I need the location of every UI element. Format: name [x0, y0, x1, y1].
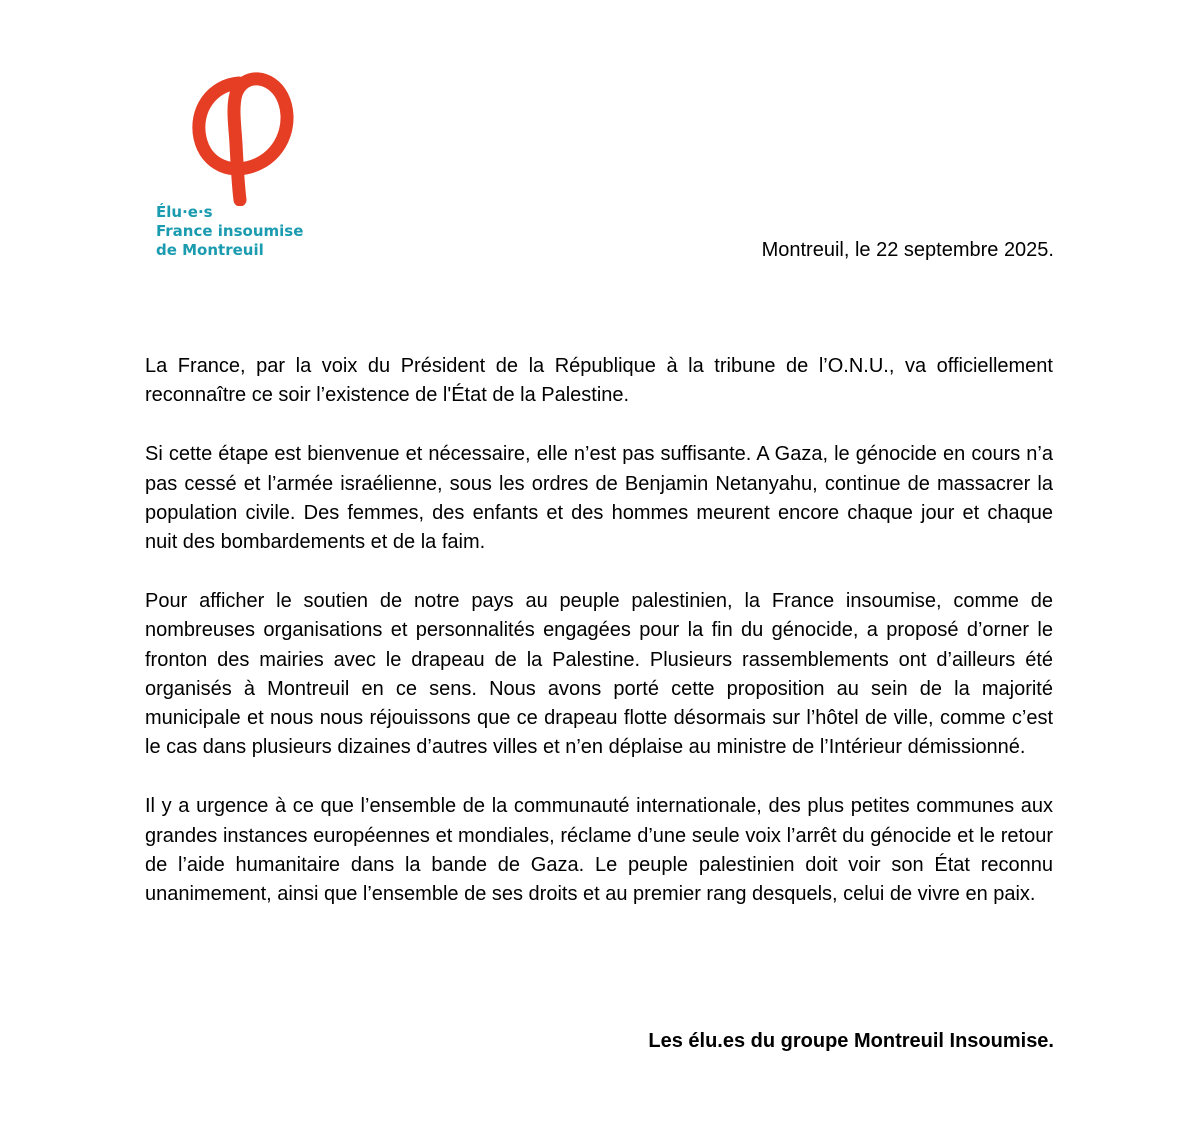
logo-line-elues: Élu·e·s	[156, 203, 213, 221]
date-line: Montreuil, le 22 septembre 2025.	[761, 239, 1054, 261]
paragraph-4: Il y a urgence à ce que l’ensemble de la communauté internationale, des plus petites communes aux grandes instances européennes et mondiales, réclame d’une seule voix l’arrêt du génocide et le retour de l’aide humanitaire dans la bande de Gaza. Le peuple palestinien doit voir son État reconnu unanimement, ainsi que l’ensemble de ses droits et au premier rang desquels, celui de vivre en paix.	[145, 795, 1053, 906]
logo-line-france-insoumise: France insoumise	[156, 222, 304, 240]
lfi-logo	[146, 60, 346, 270]
paragraph-3: Pour afficher le soutien de notre pays au peuple palestinien, la France insoumise, comme de nombreuses organisations et personnalités engagées pour la fin du génocide, a proposé d’orner le fronton des mairies avec le drapeau de la Palestine. Plusieurs rassemblements ont d’ailleurs été organisés à Montreuil en ce sens. Nous avons porté cette proposition au sein de la majorité municipale et nous nous réjouissons que ce drapeau flotte désormais sur l’hôtel de ville, comme c’est le cas dans plusieurs dizaines d’autres villes et n’en déplaise au ministre de l’Intérieur démissionné.	[145, 590, 1053, 759]
paragraph-1: La France, par la voix du Président de la République à la tribune de l’O.N.U., va officiellement reconnaître ce soir l’existence de l'État de la Palestine.	[145, 355, 1053, 407]
paragraph-2: Si cette étape est bienvenue et nécessaire, elle n’est pas suffisante. A Gaza, le génocide en cours n’a pas cessé et l’armée israélienne, sous les ordres de Benjamin Netanyahu, continue de massacrer la population civile. Des femmes, des enfants et des hommes meurent encore chaque jour et chaque nuit des bombardements et de la faim.	[145, 443, 1053, 554]
logo-caption	[156, 203, 356, 260]
statement-body	[145, 352, 1053, 939]
logo-line-montreuil: de Montreuil	[156, 241, 264, 259]
phi-logo-icon	[186, 64, 306, 206]
signature: Les élu.es du groupe Montreuil Insoumise.	[648, 1030, 1054, 1052]
